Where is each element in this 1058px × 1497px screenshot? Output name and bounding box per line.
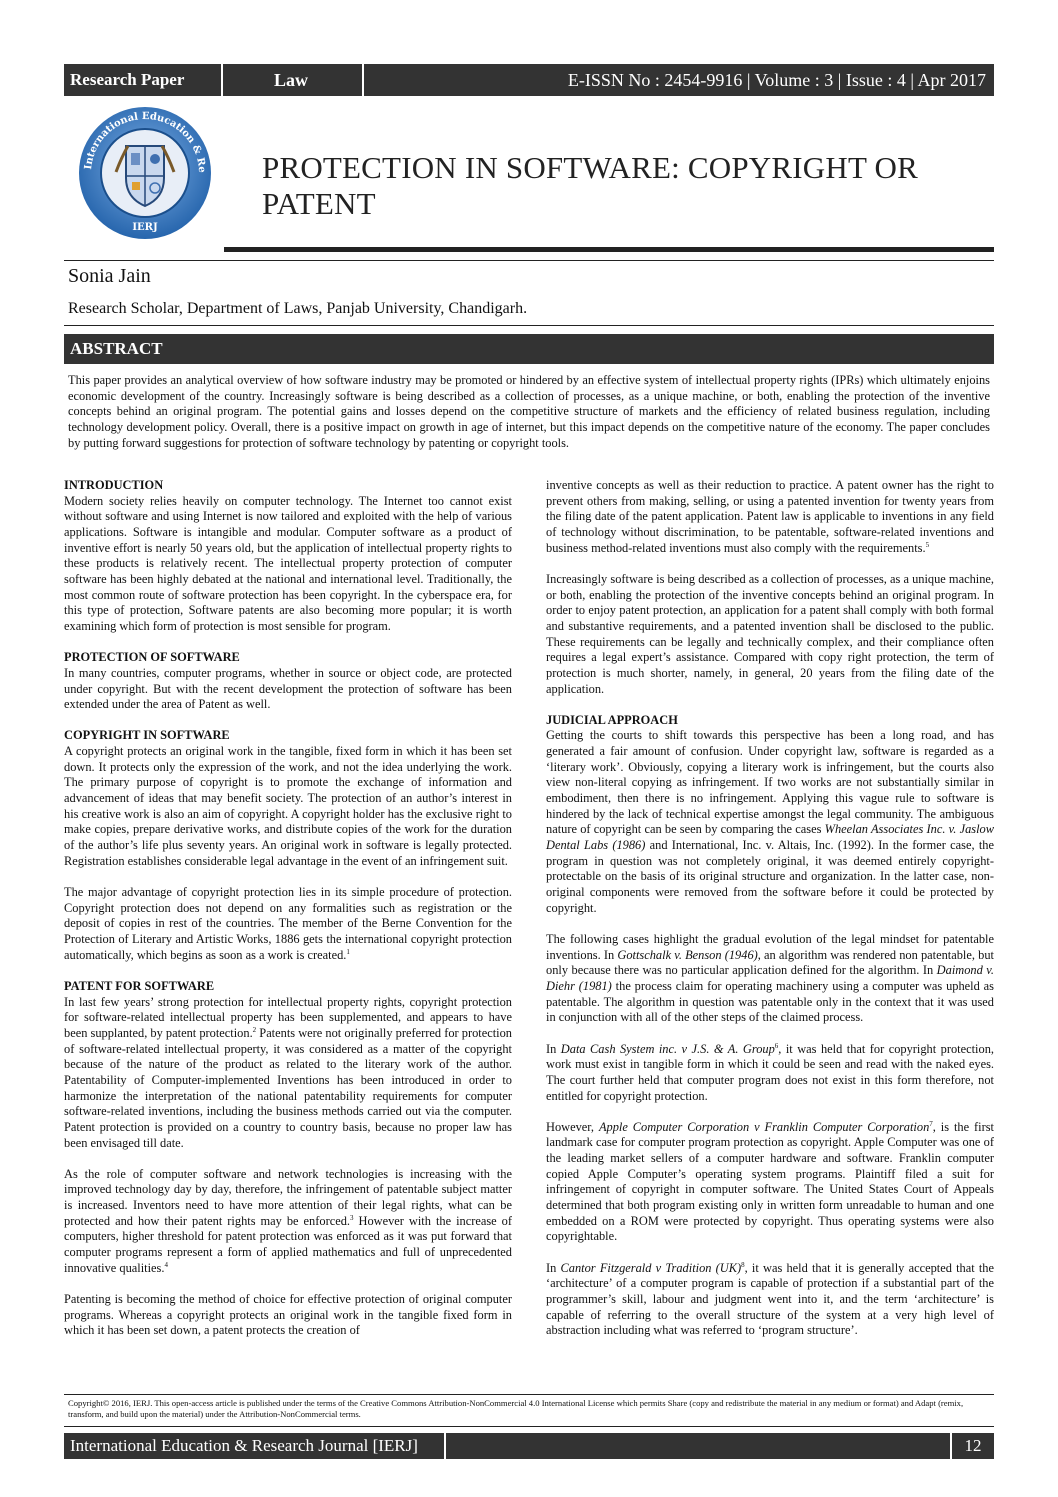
paragraph [64, 885, 512, 963]
footnote-ref: 4 [164, 1260, 168, 1269]
author-name: Sonia Jain [68, 265, 151, 287]
author-affiliation: Research Scholar, Department of Laws, Panjab University, Chandigarh. [68, 300, 528, 317]
right-column [546, 478, 994, 1355]
footnote-ref: 8 [741, 1260, 745, 1269]
paragraph [546, 1261, 994, 1339]
paragraph [546, 728, 994, 916]
footnote-ref: 7 [929, 1119, 933, 1128]
case-citation: Wheelan Associates Inc. v. Jaslow Dental Labs (1986) [546, 822, 994, 853]
paragraph-text: The following cases highlight the gradual evolution of the legal mindset for patentable inventions. In [546, 931, 994, 962]
footer-journal-name: International Education & Research Journal [IERJ] [70, 1436, 418, 1455]
abstract-heading: ABSTRACT [70, 339, 163, 358]
copyright-notice: Copyright© 2016, IERJ. This open-access article is published under the terms of the Creative Commons Attribution-NonCommercial 4.0 International License which permits Share (copy and redistribute the material in any medium or format) and Adapt (remix, transform, and build upon the material) under the Attribution-NonCommercial terms. [68, 1398, 964, 1419]
header-section: Research Paper [70, 70, 185, 89]
paragraph [546, 478, 994, 556]
paragraph [64, 995, 512, 1152]
section-heading-introduction: INTRODUCTION [64, 478, 164, 492]
section-heading-judicial: JUDICIAL APPROACH [546, 712, 678, 727]
case-citation: Daimond v. Diehr (1981) [546, 963, 994, 993]
footnote-ref: 5 [925, 540, 930, 549]
footnote-ref: 2 [252, 1025, 257, 1034]
section-heading-patent: PATENT FOR SOFTWARE [64, 978, 215, 993]
paragraph-text: In [546, 1041, 561, 1056]
left-column [64, 478, 512, 1355]
paragraph [546, 1120, 994, 1245]
paragraph: In many countries, computer programs, whether in source or object code, are protected under copyright. But with the recent development the protection of software has been extended under the area of Patent as well. [64, 665, 512, 712]
header-bar [64, 64, 994, 96]
divider [64, 1394, 994, 1395]
paragraph-text: , it was held that for copyright protection, work must exist in tangible form in which it could be seen and read with the naked eyes. The court further held that computer program does not exist in this form therefore, not entitled for copyright protection. [546, 1041, 994, 1103]
svg-text:International Education & Rese: International Education & Re [83, 110, 208, 174]
case-citation: Cantor Fitzgerald v Tradition (UK) [560, 1260, 742, 1275]
divider [64, 1426, 994, 1427]
paragraph-text: inventive concepts as well as their reduction to practice. A patent owner has the right to prevent others from making, selling, or using a patented invention for twenty years from the filing date of the patent application. Patent law is applicable to inventions in any field of technology without discrimination, to be patentable, software-related inventions and business method-related inventions must also comply with the requirements. [546, 478, 994, 555]
page-number: 12 [964, 1436, 982, 1455]
paragraph-text: In [546, 1260, 561, 1275]
paragraph [546, 1042, 994, 1105]
paragraph-text: As the role of computer software and network technologies is increasing with the improved technology day by day, therefore, the infringement of patentable subject matter is increased. Inventors need to have more attention of their legal rights, what can be protected and how their patent rights may be enforced. [64, 1166, 512, 1228]
article-title: PROTECTION IN SOFTWARE: COPYRIGHT OR PATENT [262, 150, 918, 221]
paragraph-text: In last few years’ strong protection for intellectual property rights, copyright protection for software-related intellectual property has been supplemented, and appears to have been supplanted, by patent protection. [64, 994, 512, 1040]
section-heading-protection: PROTECTION OF SOFTWARE [64, 650, 240, 665]
footnote-ref: 6 [774, 1041, 779, 1050]
abstract-heading-bar [64, 334, 994, 364]
footer-divider [444, 1433, 446, 1459]
paragraph-text: However with the increase of computers, higher threshold for patent protection was enforced as it was put forward that computer programs represent a form of applied mathematics and full of unprecedented innovative qualities. [64, 1213, 512, 1275]
paragraph-text: , is the first landmark case for computer program protection as copyright. Apple Computer was one of the leading market sellers of a computer hardware and software. Franklin computer copied Apple Computer’s operating system programs. Plaintiff filed a suit for infringement of copyright in computer software. The United States Court of Appeals determined that both program existing only in written form unreadable to human and one embedded on a ROM were protected by copyright. Thus operating systems were also copyrightable. [546, 1119, 994, 1244]
abstract-text: This paper provides an analytical overview of how software industry may be promoted or hindered by an effective system of intellectual property rights (IPRs) which ultimately enjoins economic development of the country. Increasingly software is being described as a collection of processes, as a unique machine, or both, enabling the protection of the inventive concepts behind an original program. The potential gains and losses depend on the competitive structure of markets and the efficiency of related business regulation, including technology development policy. Overall, there is a positive impact on growth in age of internet, but this impact depends on the competitive nature of the economy. The paper concludes by putting forward suggestions for protection of software technology by patenting or copyright tools. [68, 373, 990, 450]
paragraph-text: However, [546, 1119, 599, 1134]
paragraph: Patenting is becoming the method of choice for effective protection of original computer programs. Whereas a copyright protects an original work in the tangible fixed form in which it has been set down, a patent protects the creation of [64, 1292, 512, 1338]
case-citation: Apple Computer Corporation v Franklin Computer Corporation [598, 1119, 930, 1134]
paragraph-text: , an algorithm was rendered non patentable, but only because there was no particular application defined for the algorithm. In [546, 947, 994, 978]
header-subject: Law [274, 70, 309, 90]
journal-logo [76, 106, 214, 240]
header-divider [221, 64, 223, 96]
paragraph: A copyright protects an original work in the tangible, fixed form in which it has been set down. It protects only the expression of the work, and not the idea underlying the work. The primary purpose of copyright is to promote the exchange of information and advancement of ideas that may benefit society. The protection of an author’s interest in his creative work is also an aim of copyright. A copyright holder has the exclusive right to make copies, prepare derivative works, and distribute copies of the work for the duration of the author’s life plus seventy years. An original work in software is legally protected. Registration establishes considerable legal advantage in the event of an infringement suit. [64, 744, 512, 868]
footnote-ref: 1 [346, 947, 350, 956]
case-citation: Data Cash System inc. v J.S. & A. Group [560, 1041, 775, 1056]
footnote-ref: 3 [350, 1213, 354, 1222]
paragraph: Increasingly software is being described as a collection of processes, as a unique machine, or both, enabling the protection of the inventive concepts behind an original program. In order to enjoy patent protection, an application for a patent shall comply with both formal and substantive requirements, and a patented invention shall be disclosed to the public. These requirements can be legally and technically complex, and their compliance often requires a legal expert’s assistance. Compared with copy right protection, the term of protection is much shorter, namely, in general, 20 years from the filing date of the application. [546, 571, 994, 696]
header-divider [362, 64, 364, 96]
paragraph-text: The major advantage of copyright protection lies in its simple procedure of protection. Copyright protection does not depend on any formalities such as registration or the deposit of copies in rest of the countries. The member of the Berne Convention for the Protection of Literary and Artistic Works, 1886 gets the international copyright protection automatically, which begins as soon as a work is created. [64, 885, 512, 962]
logo-abbrev: IERJ [132, 222, 158, 233]
case-citation: Gottschalk v. Benson (1946) [617, 947, 758, 962]
journal-seal-icon [76, 106, 214, 240]
section-heading-copyright: COPYRIGHT IN SOFTWARE [64, 728, 230, 743]
paragraph-text: the process claim for operating machinery using a computer was upheld as patentable. The algorithm in question was patentable only in the context that it was used in conjunction with all of the other steps of the claimed process. [546, 978, 994, 1025]
paragraph-text: Getting the courts to shift towards this perspective has been a long road, and has generated a fair amount of confusion. Under copyright law, software is regarded as a ‘literary work’. Obviously, copying a literary work is infringement, but the courts also view non-literal copying as infringement. If two works are not substantially similar in embodiment, then there is no infringement. Applying this vague rule to software is hindered by the lack of technical expertise amongst the legal community. The ambiguous nature of copyright can be seen by comparing the cases [546, 728, 994, 837]
paragraph [546, 932, 994, 1026]
paragraph-text: Patents were not originally preferred for protection of software-related intellectual property, it was considered as a matter of the copyright because of the nature of the product as related to the literary work of the author. Patentability of Computer-implemented Inventions has been introduced in order to harmonize the interpretation of the national patentability requirements for computer software-related inventions, including the business methods carried out via the computer. Patent protection is provided on a country to country basis, because no proper law has been envisaged till date. [64, 1025, 512, 1150]
divider [64, 325, 994, 326]
paragraph-text: , it was held that it is generally accepted that the ‘architecture’ of a computer program is capable of protection if a substantial part of the programmer’s skill, labour and judgment went into it, and the term ‘architecture’ is capable of referring to the overall structure of the system at a very high level of abstraction including what was referred to ‘program structure’. [546, 1260, 994, 1338]
footer-bar [64, 1433, 994, 1459]
divider [64, 260, 994, 261]
paragraph-text: and International, Inc. v. Altais, Inc. (1992). In the former case, the program in question was not completely original, it was deemed entirely copyright-protectable on the basis of its original structure and organization. In the latter case, non-original components were removed from the software before it could be protected by copyright. [546, 838, 995, 915]
paragraph: Modern society relies heavily on computer technology. The Internet too cannot exist without software and using Internet is now tailored and exploited with the help of various applications. Software is intangible and modular. Computer software as a product of inventive effort is nearly 50 years old, but the application of intellectual property rights to these products is relatively recent. The intellectual property protection of computer software has been highly debated at the national and international level. Traditionally, the most common route of software protection has been copyright. In the cyberspace era, for this type of protection, Software patents are also becoming more popular; it is worth examining which form of protection is most sensible for program. [64, 493, 512, 633]
title-rule [224, 247, 994, 252]
header-issue-info: E-ISSN No : 2454-9916 | Volume : 3 | Issue : 4 | Apr 2017 [567, 70, 986, 90]
paragraph [64, 1167, 512, 1277]
